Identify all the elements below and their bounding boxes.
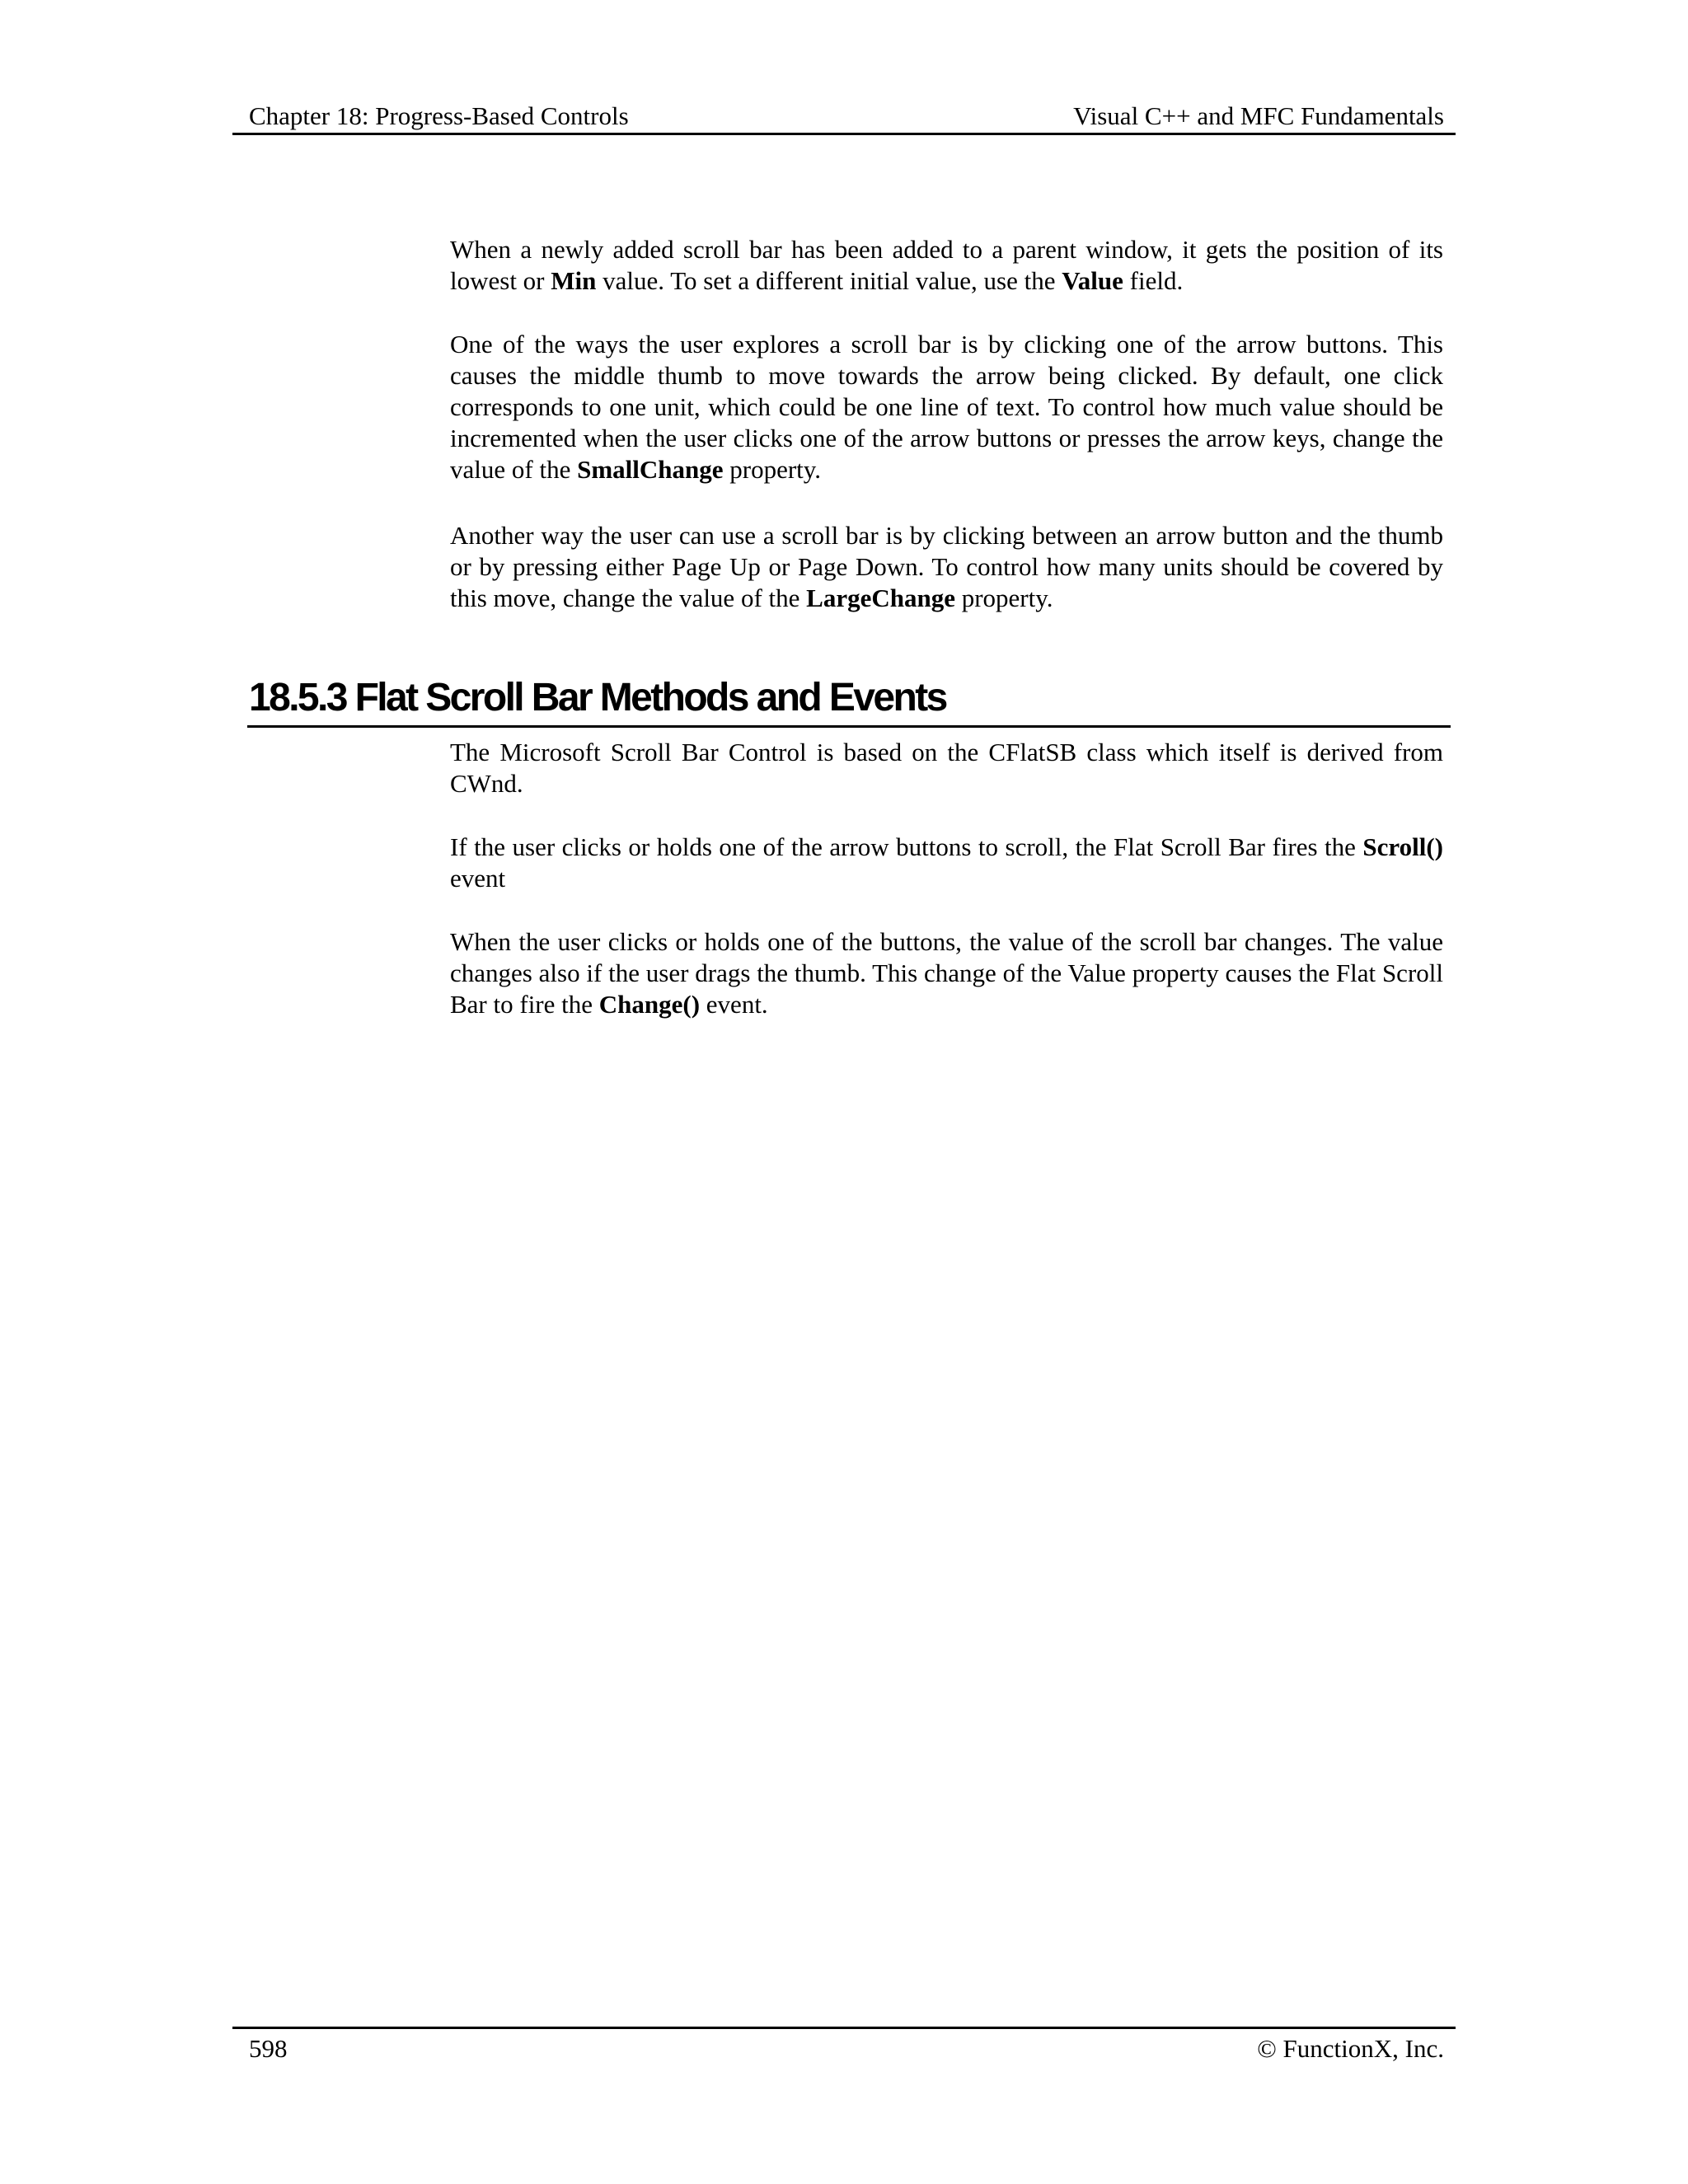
term-change-event: Change() <box>598 990 701 1019</box>
paragraph-large-change: Another way the user can use a scroll bar is by clicking between an arrow button and the thumb or by pressing either Page Up or Page Down. To control how many units should be covered by this move, change the value of the LargeChange property. <box>450 521 1443 612</box>
term-smallchange: SmallChange <box>577 455 724 484</box>
footer-rule <box>232 2027 1456 2029</box>
paragraph-initial-value: When a newly added scroll bar has been added to a parent window, it gets the position of its lowest or Min value. To set a different initial value, use the Value field. <box>450 235 1443 295</box>
book-title: Visual C++ and MFC Fundamentals <box>1073 101 1444 130</box>
paragraph-small-change: One of the ways the user explores a scroll bar is by clicking one of the arrow buttons. This causes the middle thumb to move towards the arrow being clicked. By default, one click corresponds to one unit, which could be one line of text. To control how much value should be incremented when the user clicks one of the arrow buttons or presses the arrow keys, change the value of the SmallChange property. <box>450 330 1443 484</box>
paragraph-cflatsb: The Microsoft Scroll Bar Control is based on the CFlatSB class which itself is derived from CWnd. <box>450 738 1443 798</box>
term-value: Value <box>1062 266 1123 295</box>
section-heading: 18.5.3 Flat Scroll Bar Methods and Events <box>249 676 946 719</box>
page-number: 598 <box>249 2034 288 2063</box>
term-scroll-event: Scroll() <box>1362 832 1443 861</box>
page-footer <box>232 2032 1456 2066</box>
section-rule <box>247 725 1451 728</box>
page-header <box>232 99 1456 134</box>
copyright: © FunctionX, Inc. <box>1257 2034 1444 2063</box>
chapter-title: Chapter 18: Progress-Based Controls <box>249 101 629 130</box>
term-largechange: LargeChange <box>806 583 955 612</box>
paragraph-scroll-event: If the user clicks or holds one of the arrow buttons to scroll, the Flat Scroll Bar fires the Scroll() event <box>450 832 1443 893</box>
paragraph-change-event: When the user clicks or holds one of the buttons, the value of the scroll bar changes. The value changes also if the user drags the thumb. This change of the Value property causes the Flat Scroll Bar to fire the Change() event. <box>450 927 1443 1019</box>
header-rule <box>232 133 1456 135</box>
term-min: Min <box>551 266 597 295</box>
